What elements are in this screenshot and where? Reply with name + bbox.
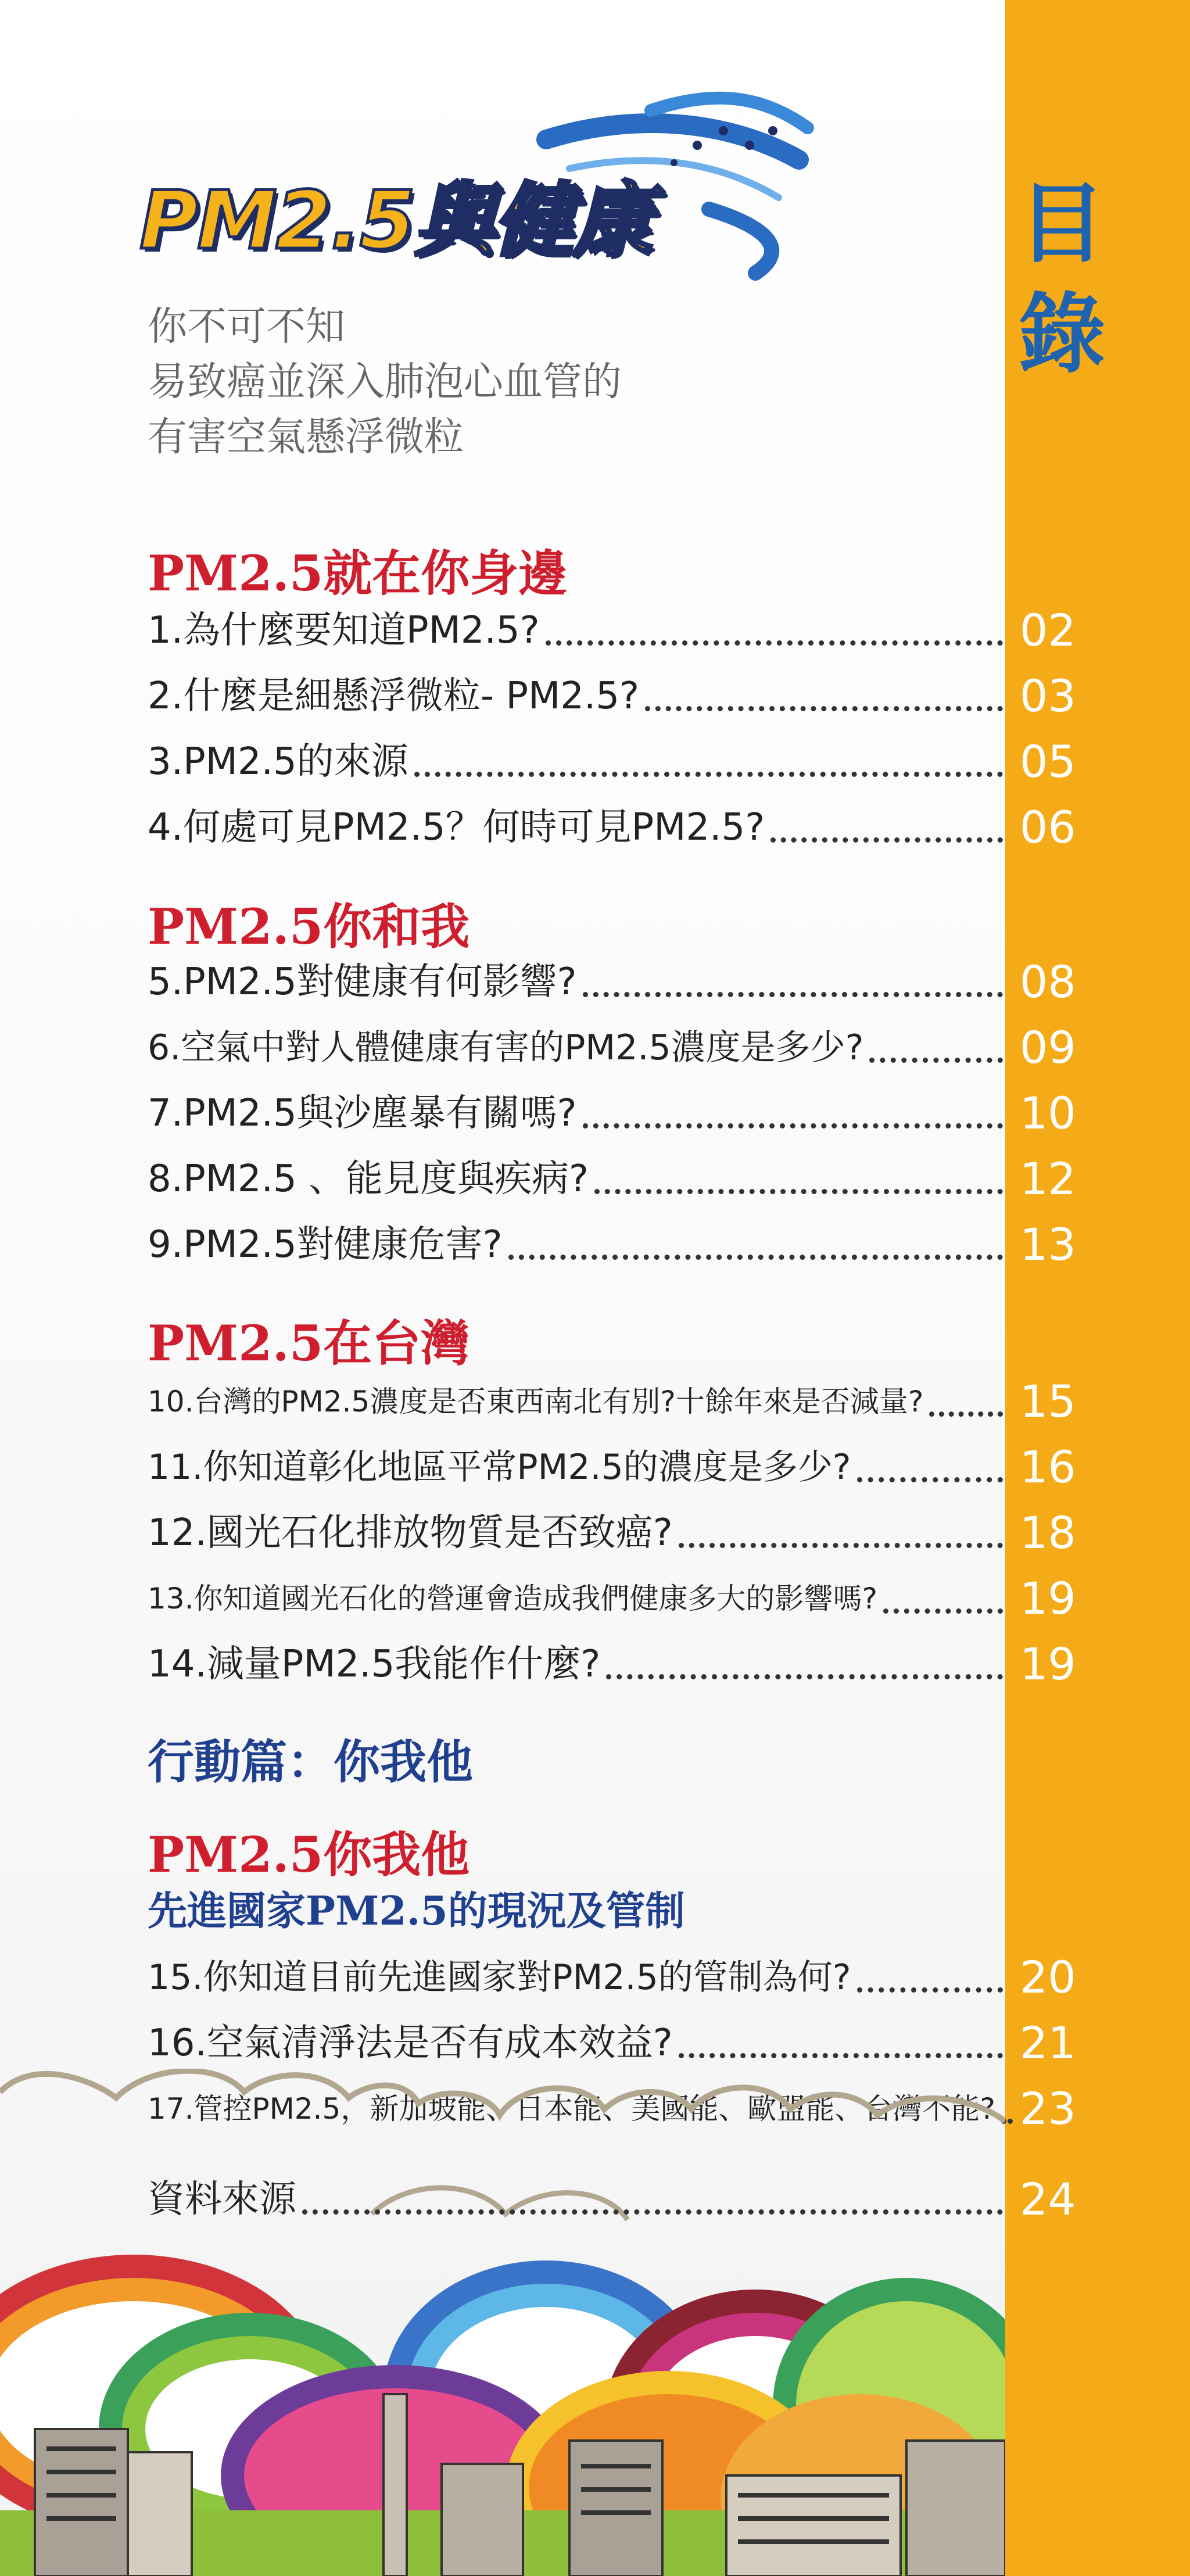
- toc-entry-14[interactable]: [148, 1635, 1005, 1693]
- sidebar-title-char-2: 錄: [1018, 283, 1106, 385]
- toc-entry-text: 12.國光石化排放物質是否致癌?: [148, 1511, 673, 1554]
- toc-entry-13[interactable]: [148, 1570, 1005, 1628]
- toc-entry-text: 10.台灣的PM2.5濃度是否東西南北有別?十餘年來是否減量?: [148, 1385, 924, 1418]
- toc-entry-3[interactable]: [148, 733, 1005, 791]
- dot-leader: [770, 837, 1003, 843]
- rainbow-cityscape-illustration: [0, 2069, 1005, 2576]
- section-heading-2: PM2.5你和我: [148, 898, 470, 955]
- toc-entry-7[interactable]: [148, 1084, 1005, 1142]
- toc-entry-text: 7.PM2.5與沙塵暴有關嗎?: [148, 1092, 577, 1135]
- toc-entry-text: 16.空氣清淨法是否有成本效益?: [148, 2022, 673, 2065]
- toc-entry-text: 2.什麼是細懸浮微粒- PM2.5?: [148, 675, 640, 718]
- toc-entry-11[interactable]: [148, 1438, 1005, 1496]
- toc-entry-sources[interactable]: [148, 2170, 1005, 2229]
- sidebar-title: [1005, 169, 1119, 389]
- dot-leader: [583, 992, 1003, 997]
- toc-entry-15[interactable]: [148, 1948, 1005, 2007]
- toc-entry-text: 3.PM2.5的來源: [148, 740, 408, 783]
- dot-leader: [302, 2209, 1003, 2215]
- dot-leader: [546, 640, 1003, 646]
- sidebar-title-char-1: 目: [1018, 173, 1106, 275]
- section-heading-5: PM2.5你我他: [148, 1826, 470, 1883]
- dot-leader: [414, 772, 1003, 777]
- toc-page-number: 08: [1020, 956, 1076, 1008]
- toc-entry-text: 8.PM2.5 、能見度與疾病?: [148, 1158, 589, 1201]
- toc-entry-9[interactable]: [148, 1216, 1005, 1274]
- toc-entry-text: 5.PM2.5對健康有何影響?: [148, 961, 577, 1004]
- toc-entry-10[interactable]: [148, 1373, 1005, 1431]
- intro-line: 易致癌並深入肺泡心血管的: [148, 359, 622, 405]
- intro-text: [148, 299, 622, 465]
- toc-entry-8[interactable]: [148, 1150, 1005, 1208]
- toc-entry-4[interactable]: [148, 798, 1005, 857]
- toc-entry-text: 15.你知道目前先進國家對PM2.5的管制為何?: [148, 1957, 851, 1998]
- toc-entry-6[interactable]: [148, 1019, 1005, 1077]
- toc-page-number: 10: [1020, 1087, 1076, 1139]
- toc-entry-16[interactable]: [148, 2014, 1005, 2072]
- toc-entry-text: 17.管控PM2.5，新加坡能、日本能、美國能、歐盟能、台灣不能?: [148, 2092, 995, 2126]
- toc-page-number: 24: [1020, 2173, 1076, 2225]
- toc-entry-text: 9.PM2.5對健康危害?: [148, 1223, 503, 1266]
- dot-leader: [857, 1987, 1003, 1993]
- toc-page-number: 05: [1020, 736, 1076, 787]
- toc-page-number: 13: [1020, 1219, 1076, 1270]
- dot-leader: [869, 1058, 1003, 1063]
- section-heading-3: PM2.5在台灣: [148, 1314, 470, 1372]
- dot-leader: [929, 1411, 1003, 1417]
- toc-entry-text: 11.你知道彰化地區平常PM2.5的濃度是多少?: [148, 1447, 851, 1488]
- dot-leader: [594, 1189, 1003, 1194]
- dot-leader: [883, 1608, 1003, 1614]
- toc-page-number: 06: [1020, 801, 1076, 853]
- toc-page-number: 16: [1020, 1441, 1076, 1493]
- toc-page-number: 20: [1020, 1951, 1076, 2003]
- dot-leader: [679, 1543, 1003, 1548]
- toc-entry-5[interactable]: [148, 953, 1005, 1011]
- dot-leader: [645, 706, 1003, 711]
- toc-page-number: 03: [1020, 670, 1076, 722]
- section-heading-1: PM2.5就在你身邊: [148, 544, 568, 602]
- toc-entry-text: 4.何處可見PM2.5？何時可見PM2.5?: [148, 806, 765, 849]
- intro-line: 有害空氣懸浮微粒: [148, 414, 464, 460]
- toc-entry-text: 資料來源: [148, 2178, 296, 2221]
- toc-page-number: 09: [1020, 1022, 1076, 1073]
- intro-line: 你不可不知: [148, 304, 346, 350]
- logo-title: PM2.5與健康: [139, 174, 651, 267]
- toc-entry-text: 14.減量PM2.5我能作什麼?: [148, 1643, 601, 1686]
- toc-page-number: 02: [1020, 604, 1076, 656]
- section-heading-4: 行動篇：你我他: [148, 1735, 473, 1789]
- toc-entry-text: 6.空氣中對人體健康有害的PM2.5濃度是多少?: [148, 1027, 864, 1068]
- toc-page-number: 19: [1020, 1572, 1076, 1624]
- toc-entry-2[interactable]: [148, 667, 1005, 725]
- toc-page-number: 15: [1020, 1375, 1076, 1427]
- logo: [139, 76, 819, 285]
- toc-page-number: 21: [1020, 2017, 1076, 2069]
- toc-page-number: 12: [1020, 1153, 1076, 1205]
- dot-leader: [583, 1123, 1003, 1128]
- toc-entry-text: 13.你知道國光石化的營運會造成我們健康多大的影響嗎?: [148, 1582, 878, 1615]
- toc-entry-text: 1.為什麼要知道PM2.5?: [148, 609, 540, 652]
- toc-entry-1[interactable]: [148, 601, 1005, 660]
- dot-leader: [508, 1255, 1003, 1260]
- dot-leader: [857, 1477, 1003, 1482]
- cloud-outline: [0, 2071, 1005, 2121]
- toc-page-number: 23: [1020, 2083, 1076, 2134]
- toc-page-number: 19: [1020, 1638, 1076, 1690]
- toc-page-number: 18: [1020, 1507, 1076, 1559]
- dot-leader: [606, 1674, 1003, 1679]
- dot-leader: [679, 2053, 1003, 2058]
- toc-entry-12[interactable]: [148, 1504, 1005, 1562]
- section-subheading: 先進國家PM2.5的現況及管制: [148, 1888, 685, 1934]
